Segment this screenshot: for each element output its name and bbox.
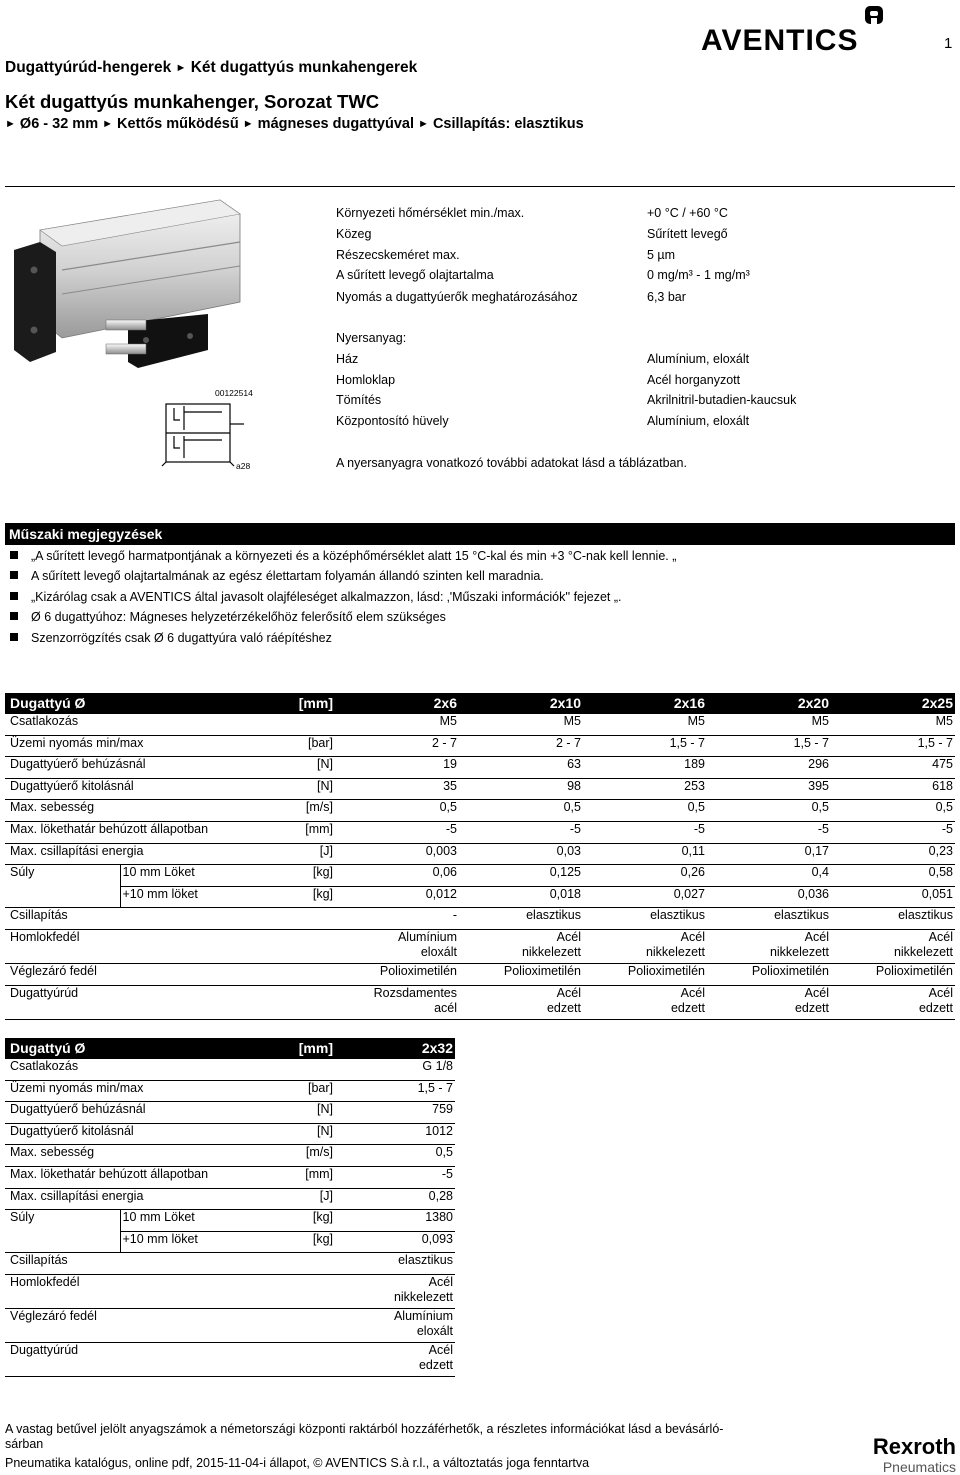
property-row: Közeg Sűrített levegő: [336, 227, 728, 241]
row-unit: [kg]: [230, 865, 335, 887]
property-row: Részecskeméret max. 5 µm: [336, 248, 676, 262]
table-row: [5, 821, 955, 843]
row-unit: [230, 908, 335, 930]
cell-value: elasztikus: [335, 1253, 455, 1275]
cell-value: M5: [831, 714, 955, 735]
header-size: 2x25: [831, 693, 955, 714]
cell-value: 1,5 - 7: [831, 735, 955, 757]
row-label: Dugattyúrúd: [5, 1342, 230, 1376]
row-label: Homlokfedél: [5, 929, 230, 963]
note-item: „Kizárólag csak a AVENTICS által javasolt olajféleséget alkalmazzon, lásd: ‚'Műszaki információk'' fejezet „.: [10, 587, 622, 607]
cell-value: 0,003: [335, 843, 459, 865]
row-unit: [J]: [230, 843, 335, 865]
cell-value: 19: [335, 757, 459, 779]
product-image: [10, 190, 250, 390]
cell-value: -: [335, 908, 459, 930]
bullet-square-icon: [10, 551, 18, 559]
breadcrumb-item[interactable]: Dugattyúrúd-hengerek: [5, 59, 172, 76]
triangle-right-icon: ►: [5, 118, 16, 130]
row-label: Homlokfedél: [5, 1274, 230, 1308]
cell-value: Polioximetilén: [831, 963, 955, 985]
cell-value: -5: [831, 821, 955, 843]
note-item: Szenzorrögzítés csak Ø 6 dugattyúra való ráépítéshez: [10, 628, 332, 648]
cell-value: 35: [335, 778, 459, 800]
cell-value: 1012: [335, 1123, 455, 1145]
cell-value: 759: [335, 1102, 455, 1124]
row-unit: [230, 929, 335, 963]
cell-value: 0,036: [707, 886, 831, 908]
bullet-square-icon: [10, 612, 18, 620]
table-row: [5, 800, 955, 822]
material-row: Homloklap Acél horganyzott: [336, 373, 741, 387]
row-unit: [230, 985, 335, 1019]
cell-value: 0,018: [459, 886, 583, 908]
cell-value: Acél edzett: [335, 1342, 455, 1376]
cell-value: -5: [335, 1166, 455, 1188]
material-row: Központosító hüvely Alumínium, eloxált: [336, 414, 750, 428]
cell-value: 2 - 7: [459, 735, 583, 757]
cell-value: elasztikus: [583, 908, 707, 930]
breadcrumb-item[interactable]: Két dugattyús munkahengerek: [190, 59, 418, 76]
triangle-right-icon: ►: [242, 118, 254, 130]
property-row: Nyomás a dugattyúerők meghatározásához 6,3 bar: [336, 290, 686, 304]
header-size: 2x10: [459, 693, 583, 714]
cell-value: 0,58: [831, 865, 955, 887]
rexroth-logo: Rexroth Pneumatics: [872, 1434, 956, 1475]
row-label: Dugattyúerő kitolásnál: [5, 778, 230, 800]
row-label: [5, 886, 120, 908]
cell-value: 1380: [335, 1210, 455, 1232]
cell-value: Acél nikkelezett: [707, 929, 831, 963]
footer-note: A vastag betűvel jelölt anyagszámok a németországi központi raktárból hozzáférhetők, a részletes információkat lásd a bevásárló- sárban: [5, 1422, 724, 1451]
row-sublabel: 10 mm Löket: [120, 865, 230, 887]
table-row: [5, 1102, 455, 1124]
cell-value: 253: [583, 778, 707, 800]
table-row: [5, 886, 955, 908]
table-row: [5, 1274, 455, 1308]
table-row: [5, 985, 955, 1019]
cell-value: 296: [707, 757, 831, 779]
breadcrumb: [5, 59, 417, 77]
note-item: A sűrített levegő olajtartalmának az egész élettartam folyamán állandó szinten kell maradnia.: [10, 566, 544, 586]
cell-value: 0,125: [459, 865, 583, 887]
row-sublabel: +10 mm löket: [120, 886, 230, 908]
row-sublabel: 10 mm Löket: [120, 1210, 230, 1232]
cell-value: 1,5 - 7: [335, 1080, 455, 1102]
page-subtitle: ► Ø6 - 32 mm ► Kettős működésű ► mágneses dugattyúval ► Csillapítás: elasztikus: [5, 116, 584, 132]
table-row: [5, 1080, 455, 1102]
cell-value: Acél nikkelezett: [335, 1274, 455, 1308]
material-row: Tömítés Akrilnitril-butadien-kaucsuk: [336, 393, 797, 407]
row-unit: [mm]: [230, 821, 335, 843]
cell-value: 1,5 - 7: [583, 735, 707, 757]
cell-value: 618: [831, 778, 955, 800]
row-unit: [kg]: [230, 1210, 335, 1232]
cell-value: 189: [583, 757, 707, 779]
cell-value: elasztikus: [459, 908, 583, 930]
row-label: Csatlakozás: [5, 714, 230, 735]
table-row: [5, 1166, 455, 1188]
table-row: [5, 1145, 455, 1167]
spec-table-2: [5, 1038, 455, 1377]
cell-value: Acél edzett: [831, 985, 955, 1019]
cell-value: 0,5: [583, 800, 707, 822]
svg-text:AVENTICS: AVENTICS: [701, 24, 859, 52]
cell-value: 1,5 - 7: [707, 735, 831, 757]
materials-note: A nyersanyagra vonatkozó további adatokat lásd a táblázatban.: [336, 456, 687, 470]
row-label: Max. sebesség: [5, 1145, 230, 1167]
table-row: [5, 1308, 455, 1342]
row-unit: [mm]: [230, 1166, 335, 1188]
cell-value: 63: [459, 757, 583, 779]
header-unit: [mm]: [230, 1038, 335, 1059]
cell-value: 0,012: [335, 886, 459, 908]
row-label: Üzemi nyomás min/max: [5, 735, 230, 757]
cell-value: 0,28: [335, 1188, 455, 1210]
cell-value: -5: [335, 821, 459, 843]
header-unit: [mm]: [230, 693, 335, 714]
row-label: Dugattyúerő behúzásnál: [5, 757, 230, 779]
cell-value: Acél nikkelezett: [583, 929, 707, 963]
table-row: [5, 843, 955, 865]
row-unit: [bar]: [230, 735, 335, 757]
property-row: Környezeti hőmérséklet min./max. +0 °C / +60 °C: [336, 206, 728, 220]
cell-value: Polioximetilén: [335, 963, 459, 985]
triangle-right-icon: ►: [102, 118, 114, 130]
bullet-square-icon: [10, 592, 18, 600]
cell-value: 0,11: [583, 843, 707, 865]
table-row: [5, 757, 955, 779]
row-unit: [bar]: [230, 1080, 335, 1102]
row-unit: [230, 1342, 335, 1376]
symbol-code: a28: [236, 461, 251, 471]
row-label: Súly: [10, 865, 35, 880]
row-label: Súly: [10, 1210, 35, 1225]
row-label: Max. csillapítási energia: [5, 843, 230, 865]
cell-value: 0,06: [335, 865, 459, 887]
row-unit: [230, 714, 335, 735]
cell-value: 0,5: [335, 800, 459, 822]
table-row: [5, 1342, 455, 1376]
header-label: Dugattyú Ø: [5, 693, 230, 714]
row-unit: [kg]: [230, 1231, 335, 1253]
cell-value: Acél edzett: [707, 985, 831, 1019]
spec-table-1: [5, 693, 955, 1020]
cell-value: Acél edzett: [459, 985, 583, 1019]
cell-value: 0,027: [583, 886, 707, 908]
row-label: Dugattyúrúd: [5, 985, 230, 1019]
row-unit: [N]: [230, 1123, 335, 1145]
table-row: [5, 963, 955, 985]
table-header-row: [5, 693, 955, 714]
row-label: Max. lökethatár behúzott állapotban: [5, 821, 230, 843]
header-size: 2x20: [707, 693, 831, 714]
cell-value: 395: [707, 778, 831, 800]
row-unit: [230, 963, 335, 985]
row-unit: [230, 1274, 335, 1308]
row-label: Dugattyúerő behúzásnál: [5, 1102, 230, 1124]
row-unit: [J]: [230, 1188, 335, 1210]
row-unit: [kg]: [230, 886, 335, 908]
cell-value: Polioximetilén: [707, 963, 831, 985]
row-label: Max. sebesség: [5, 800, 230, 822]
table-header-row: [5, 1038, 455, 1059]
cell-value: elasztikus: [707, 908, 831, 930]
bullet-square-icon: [10, 633, 18, 641]
cell-value: 0,5: [707, 800, 831, 822]
property-row: A sűrített levegő olajtartalma 0 mg/m³ - 1 mg/m³: [336, 268, 750, 282]
note-item: „A sűrített levegő harmatpontjának a környezeti és a középhőmérséklet alatt 15 °C-kal és min +3 °C-nak kell lennie. „: [10, 546, 676, 566]
cell-value: 0,4: [707, 865, 831, 887]
header-divider: [5, 186, 955, 187]
row-label: Véglezáró fedél: [5, 963, 230, 985]
row-label: [5, 1231, 120, 1253]
table-row: [5, 735, 955, 757]
row-label: Csatlakozás: [5, 1059, 230, 1080]
cell-value: -5: [707, 821, 831, 843]
cell-value: 0,093: [335, 1231, 455, 1253]
row-label: Dugattyúerő kitolásnál: [5, 1123, 230, 1145]
cell-value: 475: [831, 757, 955, 779]
cell-value: -5: [583, 821, 707, 843]
table-row: [5, 1059, 455, 1080]
row-unit: [230, 1308, 335, 1342]
materials-heading: Nyersanyag:: [336, 331, 407, 345]
cell-value: 0,23: [831, 843, 955, 865]
page-number: 1: [944, 35, 953, 52]
row-label: Véglezáró fedél: [5, 1308, 230, 1342]
material-row: Ház Alumínium, eloxált: [336, 352, 750, 366]
cell-value: 0,5: [459, 800, 583, 822]
cell-value: 0,5: [335, 1145, 455, 1167]
cell-value: Polioximetilén: [459, 963, 583, 985]
cell-value: Alumínium eloxált: [335, 1308, 455, 1342]
note-item: Ø 6 dugattyúhoz: Mágneses helyzetérzékelőhöz felerősítő elem szükséges: [10, 607, 446, 627]
cell-value: 98: [459, 778, 583, 800]
header-size: 2x32: [335, 1038, 455, 1059]
row-label: Max. lökethatár behúzott állapotban: [5, 1166, 230, 1188]
table-row: [5, 929, 955, 963]
row-label: Üzemi nyomás min/max: [5, 1080, 230, 1102]
row-sublabel: +10 mm löket: [120, 1231, 230, 1253]
table-row: [5, 1188, 455, 1210]
page-title: Két dugattyús munkahenger, Sorozat TWC: [5, 91, 380, 112]
table-row: [5, 1231, 455, 1253]
triangle-right-icon: ►: [175, 62, 187, 74]
cell-value: elasztikus: [831, 908, 955, 930]
footer-catalog-line: Pneumatika katalógus, online pdf, 2015-11-04-i állapot, © AVENTICS S.à r.l., a változtatás joga fenntartva: [5, 1456, 590, 1470]
row-unit: [N]: [230, 1102, 335, 1124]
row-unit: [230, 1253, 335, 1275]
cell-value: G 1/8: [335, 1059, 455, 1080]
header-size: 2x6: [335, 693, 459, 714]
cell-value: Rozsdamentes acél: [335, 985, 459, 1019]
triangle-right-icon: ►: [418, 118, 429, 130]
cell-value: Alumínium eloxált: [335, 929, 459, 963]
cell-value: M5: [707, 714, 831, 735]
cell-value: 0,5: [831, 800, 955, 822]
cell-value: 0,26: [583, 865, 707, 887]
cell-value: 2 - 7: [335, 735, 459, 757]
cell-value: M5: [459, 714, 583, 735]
table-row: [5, 778, 955, 800]
bullet-square-icon: [10, 571, 18, 579]
row-label: Csillapítás: [5, 908, 230, 930]
row-unit: [230, 1059, 335, 1080]
row-unit: [N]: [230, 757, 335, 779]
cell-value: M5: [335, 714, 459, 735]
cell-value: M5: [583, 714, 707, 735]
header-label: Dugattyú Ø: [5, 1038, 230, 1059]
cell-value: 0,17: [707, 843, 831, 865]
table-row: [5, 908, 955, 930]
table-row: [5, 1123, 455, 1145]
cell-value: Acél nikkelezett: [459, 929, 583, 963]
aventics-logo: [699, 4, 889, 52]
cell-value: 0,051: [831, 886, 955, 908]
table-row: [5, 1253, 455, 1275]
row-unit: [m/s]: [230, 1145, 335, 1167]
header-size: 2x16: [583, 693, 707, 714]
row-unit: [N]: [230, 778, 335, 800]
cell-value: Polioximetilén: [583, 963, 707, 985]
part-number: 00122514: [215, 388, 253, 398]
pneumatic-symbol: [160, 400, 250, 470]
row-label: Csillapítás: [5, 1253, 230, 1275]
cell-value: Acél edzett: [583, 985, 707, 1019]
technical-notes-heading: Műszaki megjegyzések: [5, 523, 955, 545]
row-label: Max. csillapítási energia: [5, 1188, 230, 1210]
cell-value: -5: [459, 821, 583, 843]
table-row: [5, 1210, 455, 1232]
table-row: [5, 865, 955, 887]
table-row: [5, 714, 955, 735]
cell-value: 0,03: [459, 843, 583, 865]
cell-value: Acél nikkelezett: [831, 929, 955, 963]
row-unit: [m/s]: [230, 800, 335, 822]
